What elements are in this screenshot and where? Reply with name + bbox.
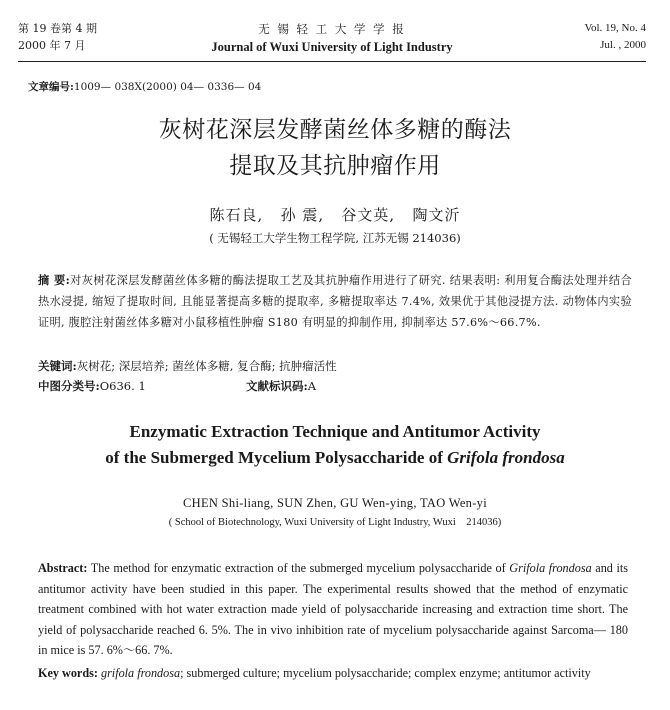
keywords-en-label: Key words: — [38, 666, 98, 680]
authors-en: CHEN Shi-liang, SUN Zhen, GU Wen-ying, TAO Wen-yi — [182, 496, 488, 510]
title-en — [0, 419, 670, 471]
title-en-line1: Enzymatic Extraction Technique and Antitumor Activity — [129, 422, 541, 441]
title-cn — [0, 112, 670, 184]
abstract-en-part2: and its antitumor activity have been studied in this paper. The experimental results showed that the method of enzymatic treatment combined with hot water extraction made yield of polysaccharide increasing and extraction time short. The yield of polysaccharide reached 6. 5%. The in vivo inhibition rate of mycelium polysaccharide against Sarcoma— 180 in mice is 57. 6%～66. 7%. — [38, 561, 628, 657]
doc-code-value: A — [307, 379, 317, 393]
date-cn: 2000 年 7 月 — [18, 39, 86, 52]
abstract-cn-text: 对灰树花深层发酵菌丝体多糖的酶法提取工艺及其抗肿瘤作用进行了研究. 结果表明: 利用复合酶法处理并结合热水浸提, 缩短了提取时间, 且能显著提高多糖的提取率, 多糖提取率达 7.4%, 效果优于其他浸提方法. 动物体内实验证明, 腹腔注射菌丝体多糖对小鼠移植性肿瘤 S180 有明显的抑制作用, 抑制率达 57.6%～66.7%. — [38, 274, 632, 329]
abstract-en-label: Abstract: — [38, 561, 88, 575]
title-en-line2 — [0, 445, 670, 471]
title-en-species: Grifola frondosa — [447, 448, 565, 467]
abstract-en — [38, 558, 628, 661]
journal-name-en: Journal of Wuxi University of Light Industry — [211, 40, 453, 54]
clc-value: O636. 1 — [99, 379, 146, 393]
article-number — [28, 79, 261, 94]
article-number-label: 文章编号: — [28, 81, 74, 93]
keywords-cn-text: 灰树花; 深层培养; 菌丝体多糖, 复合酶; 抗肿瘤活性 — [76, 359, 337, 373]
affiliation-en: ( School of Biotechnology, Wuxi University of Light Industry, Wuxi 214036) — [168, 517, 502, 528]
volume-cn: 第 19 卷第 4 期 — [18, 22, 97, 35]
date-en: Jul. , 2000 — [600, 39, 646, 51]
header-right — [584, 20, 646, 54]
classification-row — [38, 376, 632, 396]
title-cn-line2: 提取及其抗肿瘤作用 — [229, 153, 441, 179]
abstract-en-species: Grifola frondosa — [509, 561, 592, 575]
affiliation-cn: ( 无锡轻工大学生物工程学院, 江苏无锡 214036) — [209, 231, 461, 245]
doc-code — [246, 376, 316, 396]
keywords-en — [38, 663, 628, 684]
abstract-cn — [38, 270, 632, 333]
header-rule — [18, 61, 646, 62]
title-en-line2-prefix: of the Submerged Mycelium Polysaccharide of — [105, 448, 448, 467]
journal-name-cn: 无 锡 轻 工 大 学 学 报 — [258, 22, 406, 36]
volume-en: Vol. 19, No. 4 — [584, 22, 646, 34]
abstract-en-part1: The method for enzymatic extraction of the submerged mycelium polysaccharide of — [87, 561, 510, 575]
keywords-cn — [38, 356, 632, 376]
title-cn-line1: 灰树花深层发酵菌丝体多糖的酶法 — [158, 117, 512, 143]
doc-code-label: 文献标识码: — [246, 379, 308, 393]
abstract-cn-label: 摘 要: — [38, 273, 70, 287]
article-number-value: 1009— 038X(2000) 04— 0336— 04 — [73, 81, 262, 93]
keywords-cn-label: 关键词: — [38, 359, 77, 373]
authors-cn: 陈石良, 孙 震, 谷文英, 陶文沂 — [209, 206, 461, 224]
journal-header — [18, 20, 646, 60]
keywords-en-species: grifola frondosa — [100, 666, 181, 680]
header-center — [18, 20, 646, 56]
clc-label: 中图分类号: — [38, 379, 100, 393]
keywords-en-text: ; submerged culture; mycelium polysaccharide; complex enzyme; antitumor activity — [180, 666, 591, 680]
